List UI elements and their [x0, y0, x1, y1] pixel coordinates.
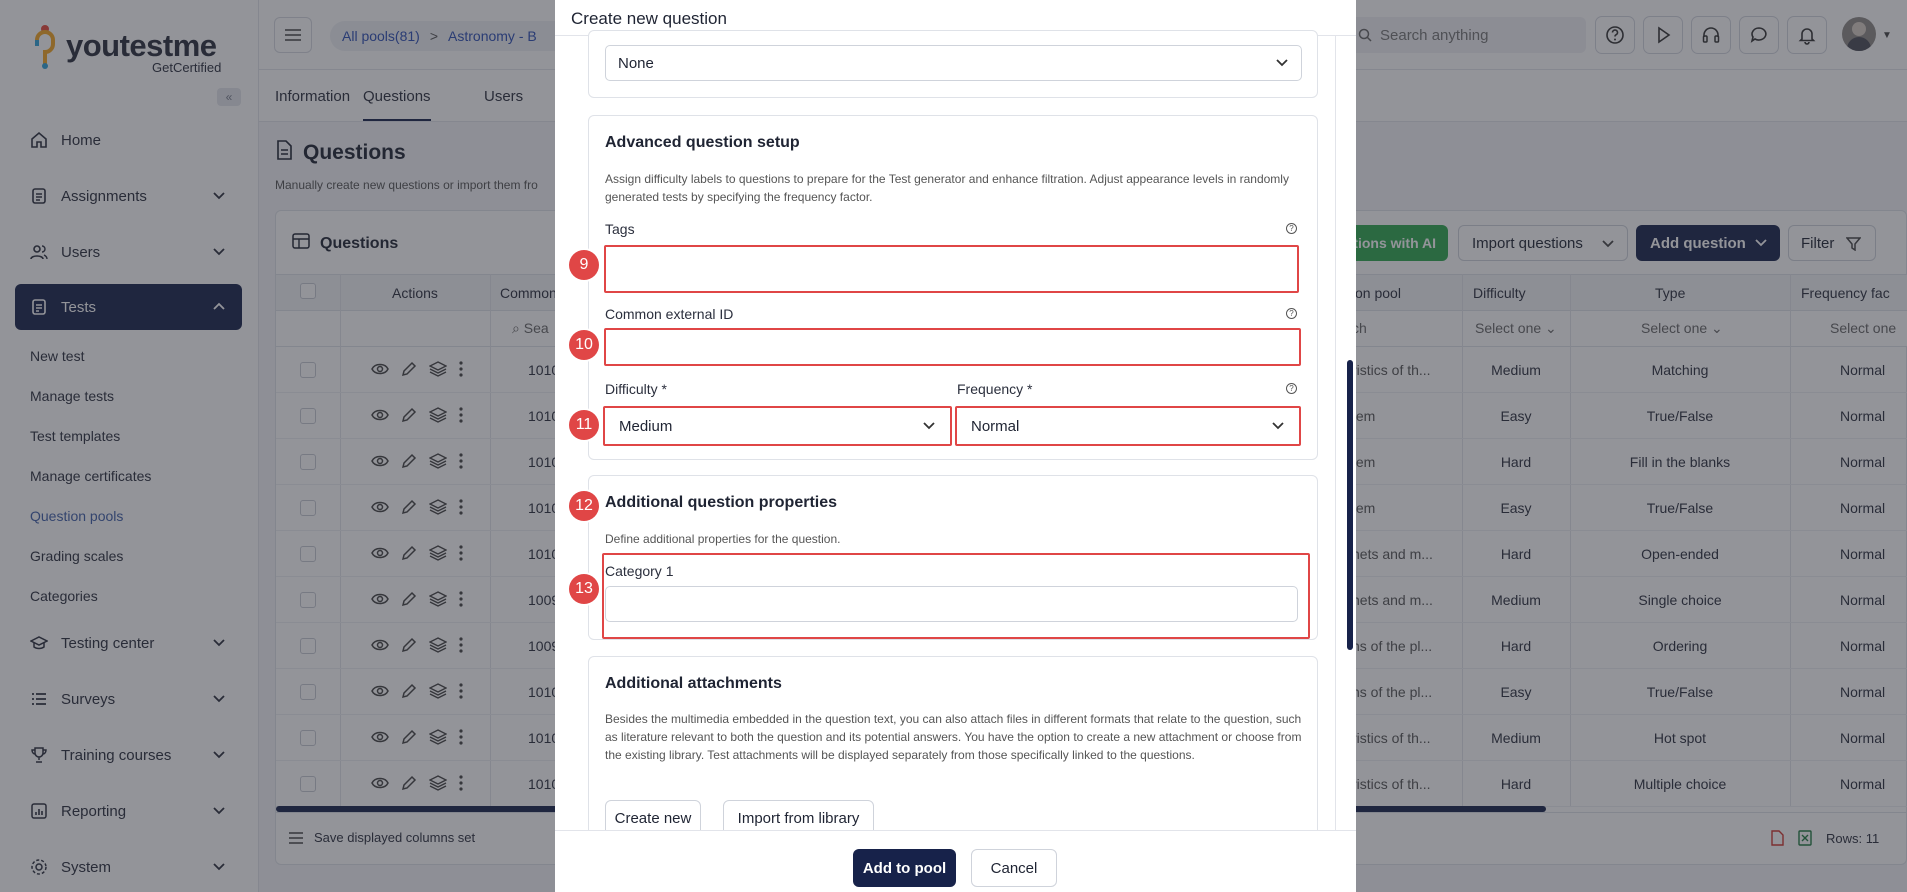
create-question-modal	[555, 0, 1356, 892]
modal-title: Create new question	[571, 9, 727, 28]
frequency-value: Normal	[971, 417, 1020, 435]
highlight-box-13	[602, 553, 1310, 639]
top-select[interactable]	[605, 45, 1302, 81]
difficulty-label	[605, 381, 667, 397]
info-icon[interactable]: ?	[1286, 223, 1297, 234]
annotation-badge-12: 12	[569, 491, 599, 521]
frequency-label	[957, 381, 1033, 397]
attachments-title: Additional attachments	[605, 675, 782, 692]
frequency-label-text: Frequency	[957, 381, 1024, 397]
highlight-box-9	[604, 245, 1299, 293]
top-select-value: None	[618, 54, 654, 72]
modal-scrollbar[interactable]	[1347, 360, 1353, 650]
category-label: Category 1	[605, 563, 674, 579]
annotation-badge-9: 9	[569, 250, 599, 280]
advanced-setup-title: Advanced question setup	[605, 134, 800, 151]
properties-description: Define additional properties for the question.	[605, 532, 841, 546]
modal-scroll-track	[1335, 36, 1336, 830]
required-mark: *	[661, 381, 667, 397]
external-id-label: Common external ID	[605, 306, 734, 322]
difficulty-value: Medium	[619, 417, 673, 435]
highlight-box-11b	[955, 406, 1301, 446]
info-icon[interactable]: ?	[1286, 308, 1297, 319]
highlight-box-10	[604, 328, 1301, 366]
tags-label: Tags	[605, 221, 635, 237]
advanced-setup-description: Assign difficulty labels to questions to prepare for the Test generator and enhance filtration. Adjust appearance levels in randomly generated tests by specifying the frequency factor.	[605, 172, 1289, 204]
required-mark: *	[1027, 381, 1033, 397]
add-to-pool-button[interactable]: Add to pool	[853, 849, 956, 887]
cancel-button[interactable]: Cancel	[971, 849, 1057, 887]
annotation-badge-13: 13	[569, 574, 599, 604]
attachments-description: Besides the multimedia embedded in the question text, you can also attach files in different formats that relate to the question, such as literature relevant to both the question and its potential answers. You have the option to create a new attachment or choose from the existing library. Test attachments will be displayed separately from those specifically linked to the questions.	[605, 712, 1302, 762]
create-attachment-button[interactable]: Create new	[605, 800, 701, 836]
difficulty-label-text: Difficulty	[605, 381, 658, 397]
highlight-box-11a	[603, 406, 952, 446]
import-from-library-button[interactable]: Import from library	[723, 800, 874, 836]
annotation-badge-11: 11	[569, 410, 599, 440]
annotation-badge-10: 10	[569, 330, 599, 360]
properties-title: Additional question properties	[605, 494, 838, 511]
chevron-down-icon	[1275, 57, 1289, 69]
info-icon[interactable]: ?	[1286, 383, 1297, 394]
